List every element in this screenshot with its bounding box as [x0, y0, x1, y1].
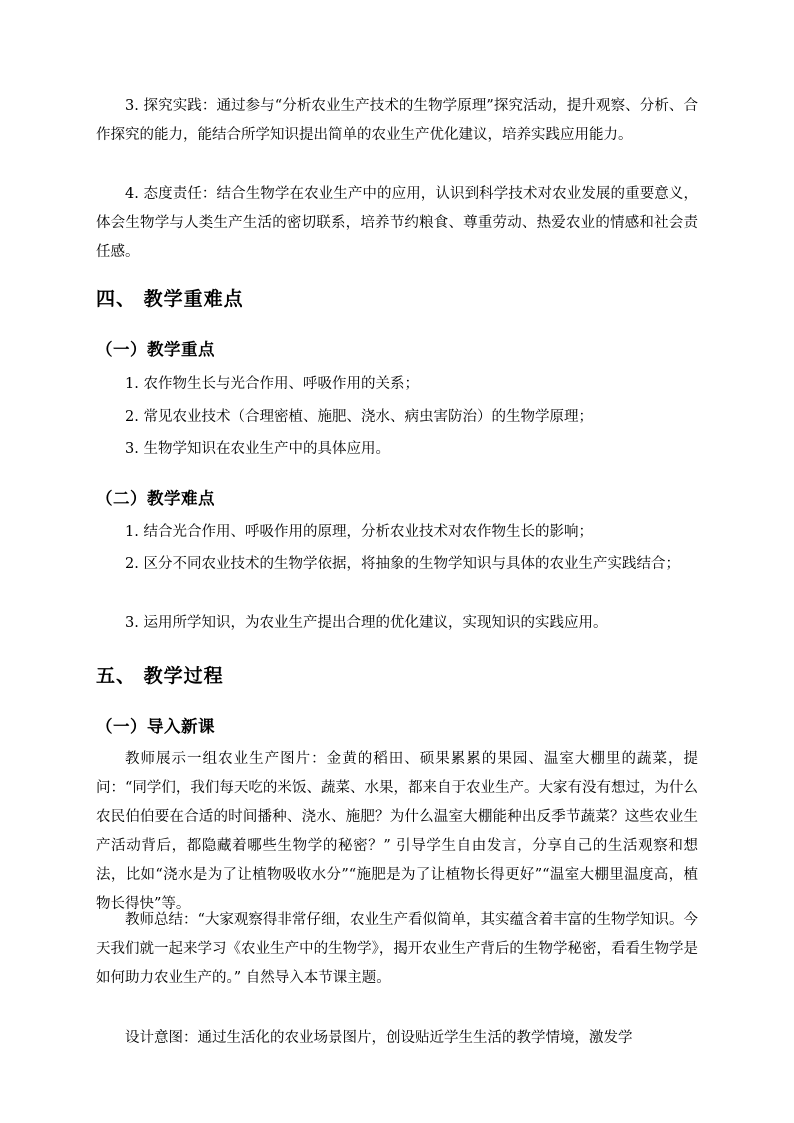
key-point-item: 1. 农作物生长与光合作用、呼吸作用的关系； — [125, 376, 419, 392]
key-point-item: 2. 常见农业技术（合理密植、施肥、浇水、病虫害防治）的生物学原理； — [125, 409, 593, 425]
summary-paragraph: 教师总结：“大家观察得非常仔细，农业生产看似简单，其实蕴含着丰富的生物学知识。今天我们就一起来学习《农业生产中的生物学》，揭开农业生产背后的生物学秘密，看看生物学是如何助力农业生产的。” 自然导入本节课主题。 — [96, 912, 698, 986]
section-heading-key-difficult-points: 四、 教学重难点 — [96, 288, 244, 310]
paragraph-inquiry-practice: 3. 探究实践：通过参与“分析农业生产技术的生物学原理”探究活动，提升观察、分析、合作探究的能力，能结合所学知识提出简单的农业生产优化建议，培养实践应用能力。 — [96, 98, 698, 143]
difficult-point-item: 3. 运用所学知识，为农业生产提出合理的优化建议，实现知识的实践应用。 — [125, 615, 608, 631]
subheading-intro: （一）导入新课 — [96, 717, 215, 736]
intro-paragraph: 教师展示一组农业生产图片：金黄的稻田、硕果累累的果园、温室大棚里的蔬菜，提问：“同学们，我们每天吃的米饭、蔬菜、水果，都来自于农业生产。大家有没有想过，为什么农民伯伯要在合适的时间播种、浇水、施肥？为什么温室大棚能种出反季节蔬菜？这些农业生产活动背后，都隐藏着哪些生物学的秘密？” 引导学生自由发言，分享自己的生活观察和想法，比如“浇水是为了让植物吸收水分”“施肥是为了让植物长得更好”“温室大棚里温度高，植物长得快”等。 — [96, 751, 698, 912]
design-intent-paragraph: 设计意图：通过生活化的农业场景图片，创设贴近学生生活的教学情境，激发学 — [125, 1030, 633, 1046]
subheading-key-points: （一）教学重点 — [96, 340, 215, 359]
difficult-point-item: 1. 结合光合作用、呼吸作用的原理，分析农业技术对农作物生长的影响； — [125, 524, 593, 540]
difficult-point-item: 2. 区分不同农业技术的生物学依据，将抽象的生物学知识与具体的农业生产实践结合； — [125, 556, 680, 572]
paragraph-attitude-responsibility: 4. 态度责任：结合生物学在农业生产中的应用，认识到科学技术对农业发展的重要意义，体会生物学与人类生产生活的密切联系，培养节约粮食、尊重劳动、热爱农业的情感和社会责任感。 — [96, 186, 698, 260]
key-point-item: 3. 生物学知识在农业生产中的具体应用。 — [125, 441, 390, 457]
subheading-difficult-points: （二）教学难点 — [96, 489, 215, 508]
section-heading-teaching-process: 五、 教学过程 — [96, 665, 224, 687]
